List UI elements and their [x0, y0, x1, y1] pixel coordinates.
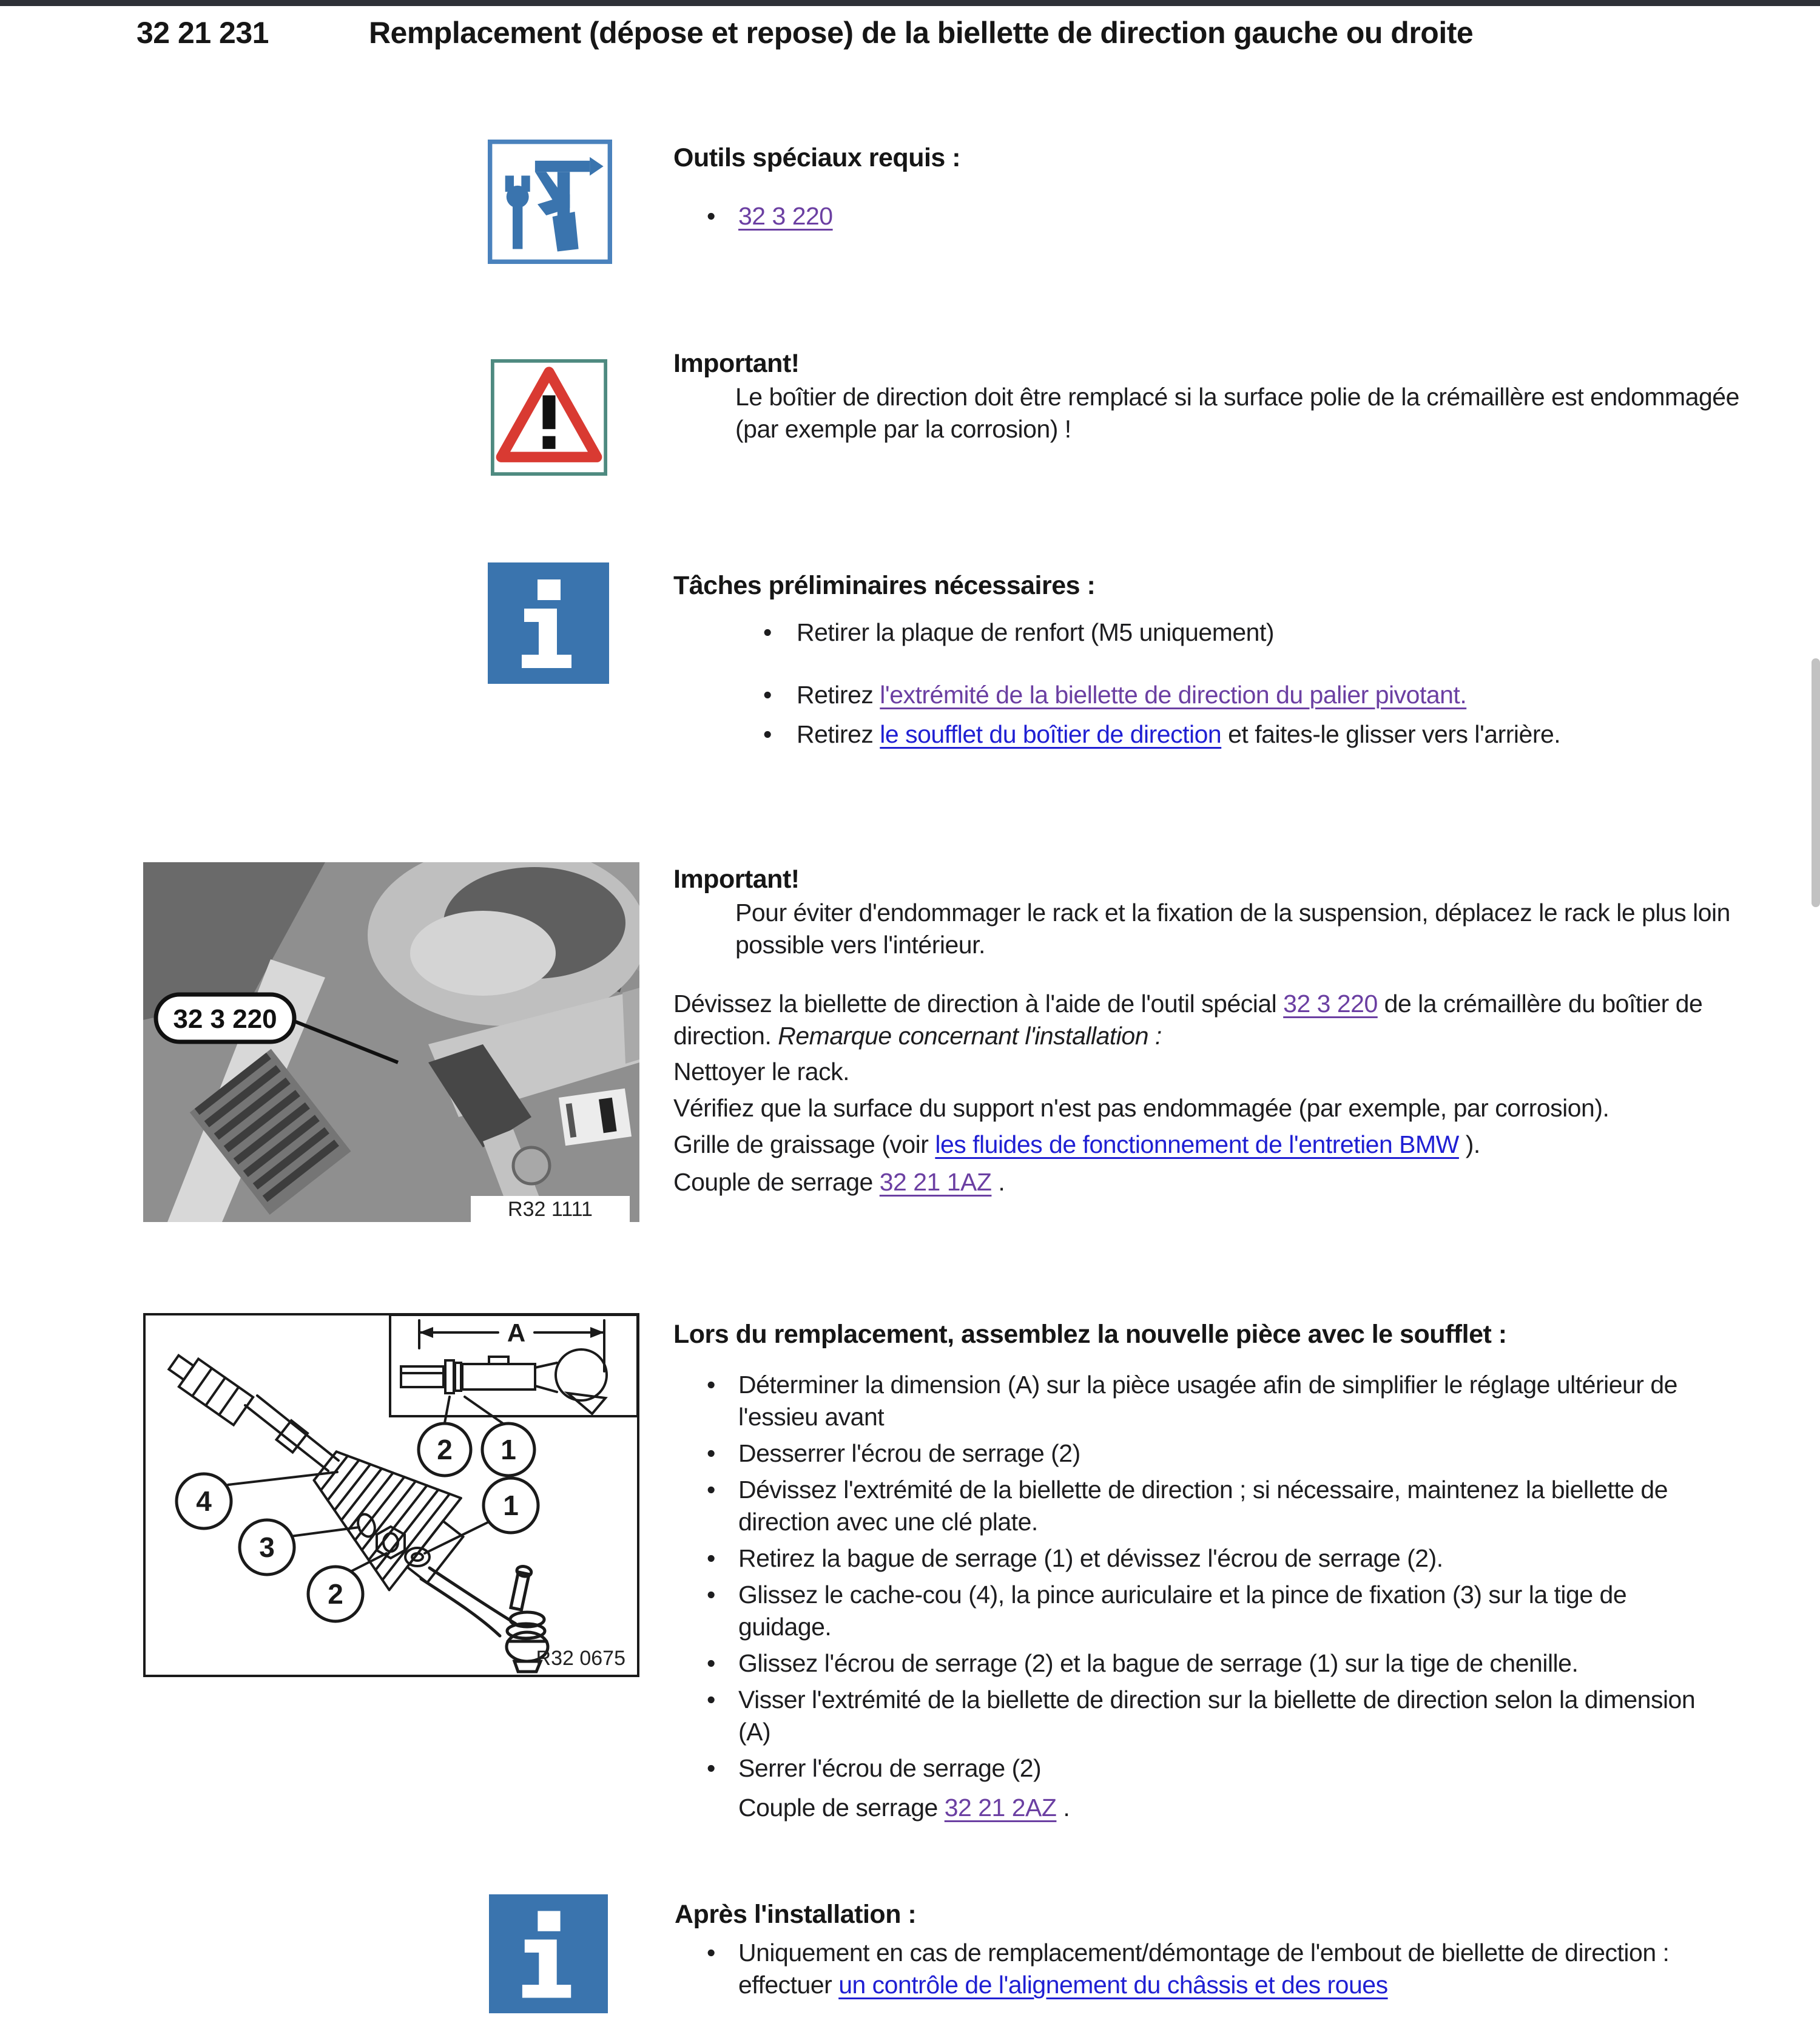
- warning-box: [489, 359, 609, 476]
- info-box-1: [488, 562, 609, 684]
- replacement-item-2: [738, 1437, 1721, 1470]
- bullet-dot: •: [707, 1371, 716, 1399]
- inline-link[interactable]: 32 3 220: [738, 202, 833, 230]
- tools-heading: Outils spéciaux requis :: [673, 143, 961, 172]
- bullet-dot: •: [763, 720, 772, 748]
- procedure-title: Remplacement (dépose et repose) de la biellette de direction gauche ou droite: [368, 16, 1474, 50]
- text-segment: ).: [1458, 1130, 1480, 1158]
- inline-link[interactable]: 32 21 2AZ: [944, 1794, 1057, 1822]
- warning-triangle-icon: [489, 359, 609, 476]
- list-item: [763, 616, 1764, 649]
- list-item: [763, 718, 1764, 751]
- text-segment: Retirez: [797, 720, 880, 748]
- preliminary-item-3: [797, 718, 1560, 751]
- dimension-label: A: [507, 1319, 526, 1347]
- text-segment: Visser l'extrémité de la biellette de direction sur la biellette de direction selon la dimension (A): [738, 1686, 1696, 1746]
- inline-link[interactable]: un contrôle de l'alignement du châssis et des roues: [838, 1971, 1388, 1999]
- text-segment: Dévissez l'extrémité de la biellette de direction ; si nécessaire, maintenez la biellette de direction avec une clé plate.: [738, 1476, 1668, 1536]
- preliminary-list: [763, 616, 1764, 751]
- inline-link[interactable]: 32 21 1AZ: [879, 1168, 992, 1196]
- replacement-item-8: [738, 1752, 1721, 1785]
- figure-photo-steering-rack: [143, 862, 639, 1222]
- diagram-illustration: [143, 1313, 639, 1677]
- scrollbar-thumb[interactable]: [1812, 658, 1820, 907]
- inline-link[interactable]: l'extrémité de la biellette de direction du palier pivotant.: [880, 681, 1467, 709]
- list-item: [707, 1579, 1721, 1643]
- paragraph-verifiez: Vérifiez que la surface du support n'est pas endommagée (par exemple, par corrosion).: [673, 1094, 1609, 1122]
- bullet-dot: •: [763, 681, 772, 709]
- text-segment: Couple de serrage: [738, 1794, 945, 1822]
- replacement-item-3: [738, 1474, 1721, 1538]
- callout-2: 2: [328, 1578, 343, 1610]
- paragraph-grille: [673, 1129, 1741, 1161]
- tools-list-item: [707, 200, 1708, 232]
- after-list-item: [707, 1937, 1690, 2001]
- bullet-dot: •: [707, 1939, 716, 1967]
- callout-3: 3: [259, 1531, 275, 1563]
- text-segment: Uniquement en cas de remplacement/démontage de l'embout de biellette de direction : effectuer: [738, 1939, 1670, 1999]
- paragraph-nettoyer: Nettoyer le rack.: [673, 1058, 849, 1086]
- callout-1-inset: 1: [500, 1434, 516, 1465]
- preliminary-item-2: [797, 679, 1466, 711]
- callout-4: 4: [196, 1485, 212, 1517]
- after-item-1: [738, 1937, 1685, 2001]
- text-segment: .: [991, 1168, 1005, 1196]
- diagram-ref-label: R32 0675: [536, 1647, 625, 1670]
- paragraph-couple-1az: [673, 1166, 1705, 1198]
- info-box-2: [488, 1894, 609, 2013]
- bullet-dot: •: [707, 1686, 716, 1714]
- special-tools-icon: [488, 137, 612, 267]
- important2-body: Pour éviter d'endommager le rack et la fixation de la suspension, déplacez le rack le plus loin possible vers l'intérieur.: [735, 899, 1730, 959]
- bullet-dot: •: [707, 1754, 716, 1782]
- inline-link[interactable]: les fluides de fonctionnement de l'entretien BMW: [935, 1130, 1459, 1158]
- list-item: [707, 1752, 1721, 1785]
- bullet-dot: •: [707, 1649, 716, 1677]
- text-segment: Déterminer la dimension (A) sur la pièce usagée afin de simplifier le réglage ultérieur de l'essieu avant: [738, 1371, 1677, 1431]
- list-item: [707, 1684, 1721, 1748]
- important1-heading: Important!: [673, 349, 800, 378]
- inline-link[interactable]: le soufflet du boîtier de direction: [880, 720, 1222, 748]
- callout-1: 1: [503, 1490, 519, 1521]
- preliminary-item-1: [797, 616, 1274, 649]
- replacement-item-5: [738, 1579, 1721, 1643]
- paragraph-devissez: [673, 988, 1705, 1052]
- replacement-heading: Lors du remplacement, assemblez la nouvelle pièce avec le soufflet :: [673, 1320, 1507, 1349]
- text-segment: et faites-le glisser vers l'arrière.: [1221, 720, 1561, 748]
- replacement-item-1: [738, 1369, 1721, 1433]
- window-top-strip: [0, 0, 1820, 6]
- inline-link[interactable]: 32 3 220: [1283, 990, 1378, 1018]
- photo-callout-label: 32 3 220: [173, 1004, 277, 1034]
- caliper-wrench-icon: [488, 137, 612, 267]
- preliminary-heading: Tâches préliminaires nécessaires :: [673, 571, 1096, 600]
- replacement-list: [707, 1369, 1721, 1824]
- bullet-dot: •: [707, 1581, 716, 1609]
- procedure-code: 32 21 231: [136, 16, 269, 50]
- text-segment: Desserrer l'écrou de serrage (2): [738, 1439, 1080, 1467]
- bullet-dot: •: [707, 202, 716, 230]
- italic-text: Remarque concernant l'installation :: [778, 1022, 1162, 1050]
- replacement-item-7: [738, 1684, 1721, 1748]
- list-item: [707, 1474, 1721, 1538]
- figure-diagram-tie-rod: [143, 1313, 639, 1677]
- list-item: [707, 1542, 1721, 1575]
- text-segment: de la crémaillère du boîtier de direction.: [673, 990, 1703, 1050]
- text-segment: Dévissez la biellette de direction à l'aide de l'outil spécial: [673, 990, 1284, 1018]
- replacement-item-4: [738, 1542, 1721, 1575]
- after-heading: Après l'installation :: [675, 1900, 917, 1929]
- page-title: [136, 11, 1592, 55]
- bullet-dot: •: [707, 1439, 716, 1467]
- list-item: [707, 1369, 1721, 1433]
- callout-2-inset: 2: [437, 1434, 453, 1465]
- torque-line-2az: [738, 1792, 1721, 1824]
- text-segment: Retirez la bague de serrage (1) et dévissez l'écrou de serrage (2).: [738, 1544, 1443, 1572]
- text-segment: Glissez l'écrou de serrage (2) et la bague de serrage (1) sur la tige de chenille.: [738, 1649, 1579, 1677]
- replacement-item-6: [738, 1647, 1721, 1680]
- text-segment: Couple de serrage: [673, 1168, 880, 1196]
- list-item: [763, 679, 1764, 711]
- bullet-dot: •: [763, 618, 772, 646]
- important1-body: Le boîtier de direction doit être remplacé si la surface polie de la crémaillère est endommagée (par exemple par la corrosion) !: [735, 383, 1739, 443]
- text-segment: Retirez: [797, 681, 880, 709]
- text-segment: Retirer la plaque de renfort (M5 uniquement): [797, 618, 1275, 646]
- text-segment: Glissez le cache-cou (4), la pince auriculaire et la pince de fixation (3) sur la tige de guidage.: [738, 1581, 1627, 1641]
- photo-illustration: [143, 862, 639, 1222]
- list-item: [707, 1437, 1721, 1470]
- bullet-dot: •: [707, 1476, 716, 1504]
- photo-ref-label: R32 1111: [508, 1198, 593, 1221]
- info-icon: [488, 1894, 609, 2013]
- list-item: [707, 1647, 1721, 1680]
- info-icon: [488, 562, 609, 684]
- tool-link-line: [738, 200, 833, 232]
- bullet-dot: •: [707, 1544, 716, 1572]
- text-segment: .: [1056, 1794, 1070, 1822]
- text-segment: Grille de graissage (voir: [673, 1130, 935, 1158]
- important2-heading: Important!: [673, 865, 800, 894]
- text-segment: Serrer l'écrou de serrage (2): [738, 1754, 1042, 1782]
